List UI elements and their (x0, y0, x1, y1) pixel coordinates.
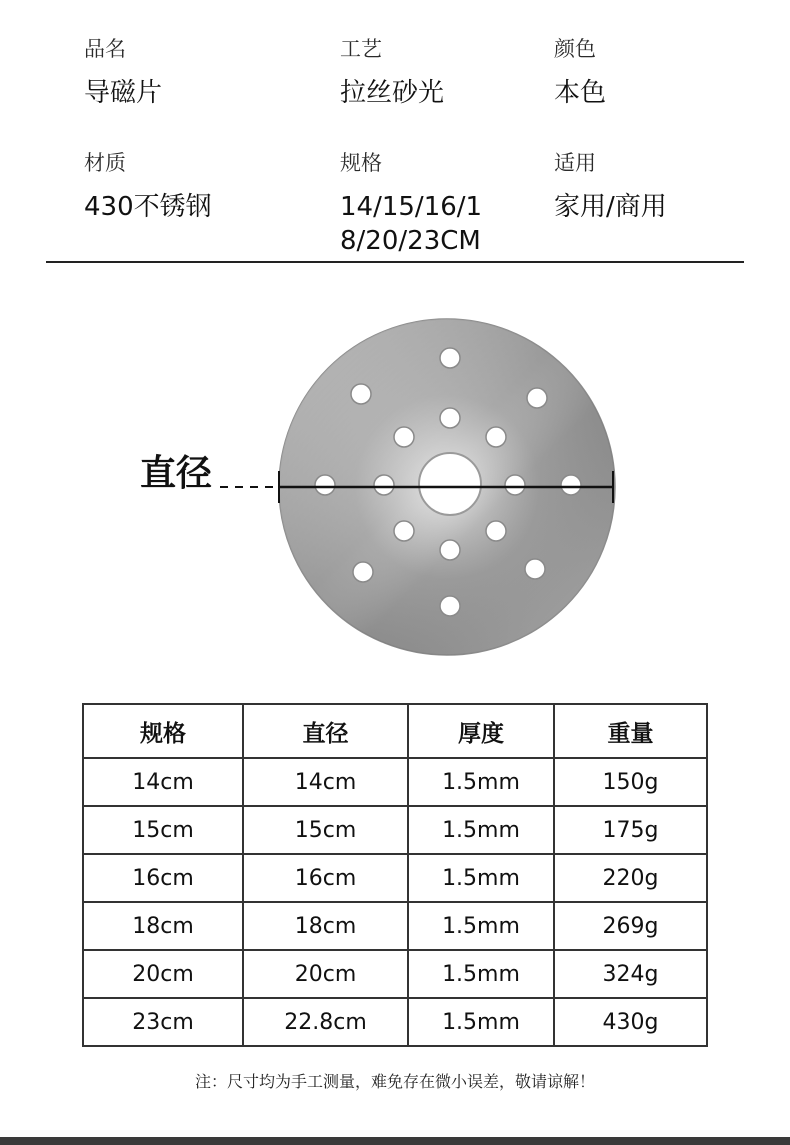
table-row (83, 758, 707, 806)
header-thickness: 厚度 (408, 704, 554, 758)
disc-hole (525, 559, 545, 579)
disc-hole (440, 596, 460, 616)
spec-material (84, 150, 212, 224)
disc-hole (505, 475, 525, 495)
cell-diameter: 15cm (243, 806, 408, 854)
product-spec-grid (0, 0, 790, 262)
disc-illustration (0, 290, 790, 670)
spec-material-label: 材质 (84, 151, 126, 175)
disc-hole (353, 562, 373, 582)
cell-diameter: 20cm (243, 950, 408, 998)
spec-name-value: 导磁片 (84, 78, 163, 108)
spec-usage-value: 家用/商用 (554, 192, 667, 222)
diameter-label: 直径 (140, 453, 213, 494)
spec-size-label: 规格 (340, 151, 382, 175)
disc-hole (315, 475, 335, 495)
cell-thickness: 1.5mm (408, 902, 554, 950)
spec-process (340, 36, 444, 110)
cell-weight: 150g (554, 758, 707, 806)
cell-size: 23cm (83, 998, 243, 1046)
cell-weight: 430g (554, 998, 707, 1046)
table-row (83, 854, 707, 902)
spec-size-value: 14/15/16/18/20/23CM (340, 192, 483, 256)
spec-name (84, 36, 162, 110)
cell-thickness: 1.5mm (408, 854, 554, 902)
disc-hole (486, 521, 506, 541)
disc-hole (440, 348, 460, 368)
cell-thickness: 1.5mm (408, 998, 554, 1046)
disc-hole (394, 427, 414, 447)
cell-weight: 220g (554, 854, 707, 902)
measurement-note: 注：尺寸均为手工测量，难免存在微小误差，敬请谅解！ (194, 1072, 595, 1091)
header-weight: 重量 (554, 704, 707, 758)
spec-name-label: 品名 (84, 37, 126, 61)
disc-hole (440, 540, 460, 560)
table-row (83, 902, 707, 950)
disc-hole (351, 384, 371, 404)
cell-size: 16cm (83, 854, 243, 902)
cell-size: 20cm (83, 950, 243, 998)
cell-diameter: 16cm (243, 854, 408, 902)
header-diameter: 直径 (243, 704, 408, 758)
cell-size: 14cm (83, 758, 243, 806)
cell-thickness: 1.5mm (408, 806, 554, 854)
table-row (83, 998, 707, 1046)
disc-hole (440, 408, 460, 428)
spec-color (554, 36, 606, 110)
header-size: 规格 (83, 704, 243, 758)
bottom-bar (0, 1137, 790, 1145)
disc-hole (486, 427, 506, 447)
cell-thickness: 1.5mm (408, 950, 554, 998)
spec-process-label: 工艺 (340, 37, 382, 61)
table-header-row (83, 704, 707, 758)
heat-diffuser-disc-image (0, 290, 790, 670)
center-hole (419, 453, 481, 515)
size-table (82, 703, 706, 1047)
disc-hole (561, 475, 581, 495)
disc-hole (527, 388, 547, 408)
size-table-grid (82, 703, 708, 1047)
spec-size (340, 150, 500, 258)
spec-process-value: 拉丝砂光 (340, 78, 445, 108)
spec-usage (554, 150, 667, 224)
spec-color-label: 颜色 (554, 37, 596, 61)
cell-weight: 324g (554, 950, 707, 998)
spec-color-value: 本色 (554, 78, 607, 108)
cell-size: 18cm (83, 902, 243, 950)
table-row (83, 950, 707, 998)
cell-weight: 269g (554, 902, 707, 950)
cell-diameter: 14cm (243, 758, 408, 806)
disc-hole (374, 475, 394, 495)
cell-weight: 175g (554, 806, 707, 854)
cell-size: 15cm (83, 806, 243, 854)
cell-thickness: 1.5mm (408, 758, 554, 806)
spec-material-value: 430不锈钢 (84, 192, 212, 222)
cell-diameter: 18cm (243, 902, 408, 950)
spec-usage-label: 适用 (554, 151, 596, 175)
cell-diameter: 22.8cm (243, 998, 408, 1046)
disc-hole (394, 521, 414, 541)
table-row (83, 806, 707, 854)
section-divider (46, 261, 744, 263)
